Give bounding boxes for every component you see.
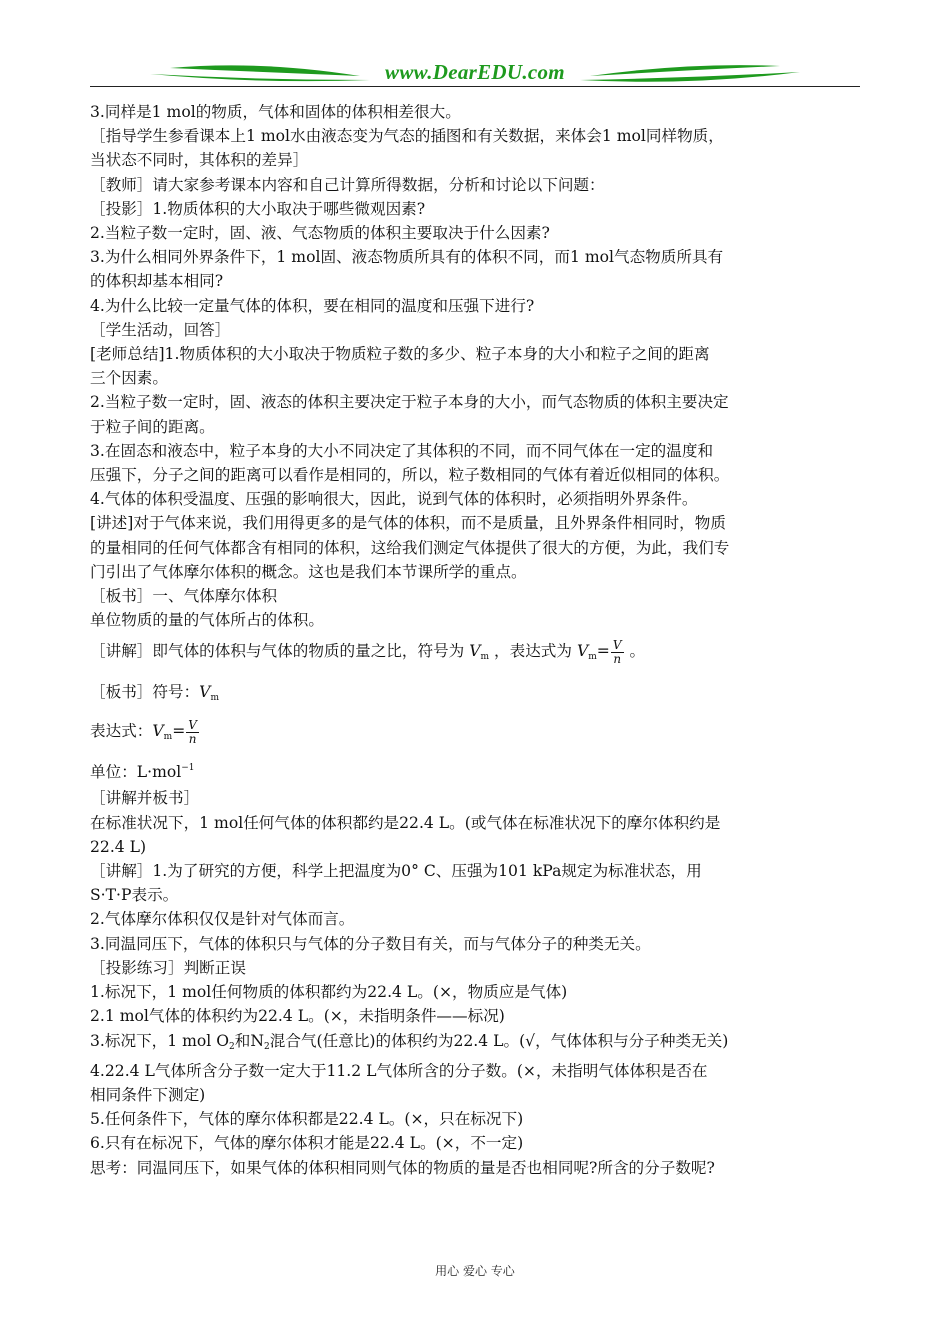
text-line: 2.当粒子数一定时，固、液、气态物质的体积主要取决于什么因素? [90, 224, 550, 243]
text-line: ［板书］一、气体摩尔体积 [90, 587, 278, 606]
text-line: ［讲解］1.为了研究的方便，科学上把温度为0° C、压强为101 kPa规定为标准状态，用 [90, 862, 702, 881]
header-rule [90, 86, 860, 87]
symbol-m: m [210, 693, 219, 704]
text-line: 单位物质的量的气体所占的体积。 [90, 611, 324, 630]
fraction [186, 719, 199, 746]
text-line: 思考：同温同压下，如果气体的体积相同则气体的物质的量是否也相同呢?所含的分子数呢? [90, 1158, 715, 1177]
explain-line [90, 638, 860, 671]
text-line: 2.气体摩尔体积仅仅是针对气体而言。 [90, 910, 355, 929]
fraction-numerator: V [188, 717, 197, 732]
expression-prefix: 表达式： [90, 722, 153, 741]
text-line: 2.1 mol气体的体积约为22.4 L。(×，未指明条件——标况) [90, 1007, 505, 1026]
mixture-line [90, 1029, 860, 1059]
text-line: 的体积却基本相同? [90, 272, 224, 291]
text-line: [老师总结]1.物质体积的大小取决于物质粒子数的多少、粒子本身的大小和粒子之间的距离 [90, 345, 710, 364]
unit-prefix: 单位：L·mol [90, 763, 182, 782]
text-line: 4.气体的体积受温度、压强的影响很大，因此，说到气体的体积时，必须指明外界条件。 [90, 490, 698, 509]
text-line: 压强下，分子之间的距离可以看作是相同的，所以，粒子数相同的气体有着近似相同的体积。 [90, 466, 730, 485]
text-line: ［讲解并板书］ [90, 789, 200, 808]
symbol-line [90, 679, 860, 712]
text-line: 门引出了气体摩尔体积的概念。这也是我们本节课所学的重点。 [90, 562, 527, 581]
text-line: 1.标况下，1 mol任何物质的体积都约为22.4 L。(×，物质应是气体) [90, 983, 568, 1002]
symbol-m: m [588, 652, 597, 663]
text-line: 的量相同的任何气体都含有相同的体积，这给我们测定气体提供了很大的方便，为此，我们专 [90, 538, 730, 557]
explain-middle: ，表达式为 [494, 642, 572, 661]
fraction-denominator: n [613, 651, 622, 666]
text-line: 三个因素。 [90, 369, 168, 388]
text-line: ［投影］1.物质体积的大小取决于哪些微观因素? [90, 199, 426, 218]
expression-line [90, 718, 860, 751]
text-line: 于粒子间的距离。 [90, 417, 215, 436]
text-line: 4.22.4 L气体所含分子数一定大于11.2 L气体所含的分子数。(×，未指明气体体积是否在 [90, 1061, 708, 1080]
text-line: 3.在固态和液态中，粒子本身的大小不同决定了其体积的不同，而不同气体在一定的温度和 [90, 441, 714, 460]
text-line: 3.同样是1 mol的物质，气体和固体的体积相差很大。 [90, 103, 461, 121]
symbol-v: V [152, 722, 164, 741]
document-body [90, 100, 860, 1180]
symbol-prefix: ［板书］符号： [90, 683, 200, 702]
symbol-v: V [576, 642, 589, 661]
text-line: 6.只有在标况下，气体的摩尔体积才能是22.4 L。(×，不一定) [90, 1134, 524, 1153]
fraction-denominator: n [188, 731, 197, 746]
text-line: ［教师］请大家参考课本内容和自己计算所得数据，分析和讨论以下问题： [90, 175, 605, 194]
text-line: [讲述]对于气体来说，我们用得更多的是气体的体积，而不是质量，且外界条件相同时，物质 [90, 514, 726, 533]
text-line: 在标准状况下，1 mol任何气体的体积都约是22.4 L。(或气体在标准状况下的摩尔体积约是 [90, 813, 721, 832]
mixture-part-b: 和N [234, 1031, 265, 1050]
equals-sign: = [172, 722, 186, 741]
unit-exponent: −1 [181, 763, 195, 774]
explain-suffix: 。 [629, 642, 646, 661]
unit-line [90, 755, 860, 786]
symbol-m: m [480, 652, 490, 663]
text-line: ［学生活动，回答］ [90, 320, 231, 339]
text-line: ［投影练习］判断正误 [90, 958, 246, 977]
text-line: S·T·P表示。 [90, 886, 179, 905]
explain-prefix: ［讲解］即气体的体积与气体的物质的量之比，符号为 [90, 642, 465, 661]
symbol-v: V [199, 683, 211, 702]
text-line: ［指导学生参看课本上1 mol水由液态变为气态的插图和有关数据，来体会1 mol同样物质， [90, 127, 724, 146]
text-line: 当状态不同时，其体积的差异］ [90, 151, 309, 170]
subscript: 2 [229, 1041, 235, 1052]
text-line: 相同条件下测定) [90, 1085, 206, 1104]
mixture-part-a: 3.标况下，1 mol O [90, 1031, 230, 1050]
header-logo-text: www.DearEDU.com [385, 60, 565, 84]
symbol-m: m [163, 732, 173, 743]
page-footer: 用心 爱心 专心 [435, 1264, 515, 1278]
mixture-part-c: 混合气(任意比)的体积约为22.4 L。(√，气体体积与分子种类无关) [269, 1031, 729, 1050]
text-line: 22.4 L) [90, 837, 147, 856]
subscript: 2 [264, 1041, 270, 1052]
text-line: 5.任何条件下，气体的摩尔体积都是22.4 L。(×，只在标况下) [90, 1110, 524, 1129]
text-line: 3.同温同压下，气体的体积只与气体的分子数目有关，而与气体分子的种类无关。 [90, 934, 651, 953]
fraction [611, 639, 624, 666]
text-line: 3.为什么相同外界条件下，1 mol固、液态物质所具有的体积不同，而1 mol气态物质所具有 [90, 248, 724, 267]
symbol-v: V [469, 642, 481, 661]
equals-sign: = [596, 642, 610, 661]
text-line: 2.当粒子数一定时，固、液态的体积主要决定于粒子本身的大小，而气态物质的体积主要决定 [90, 393, 729, 412]
fraction-numerator: V [612, 637, 622, 652]
text-line: 4.为什么比较一定量气体的体积，要在相同的温度和压强下进行? [90, 296, 535, 315]
